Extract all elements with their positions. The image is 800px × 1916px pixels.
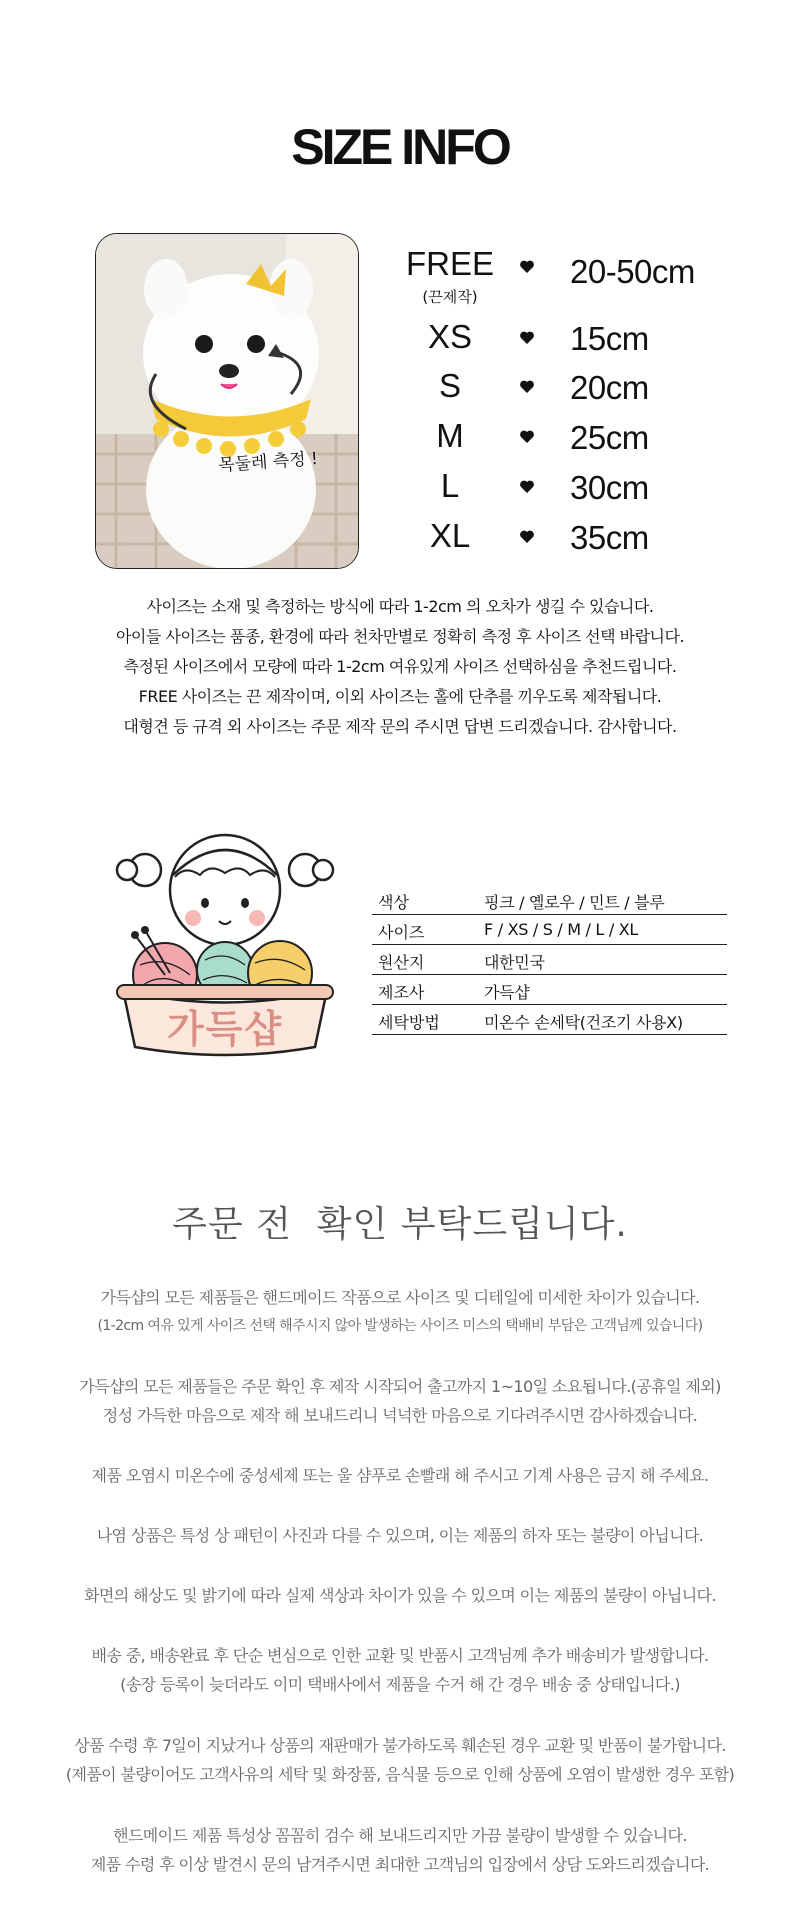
size-note: 아이들 사이즈는 품종, 환경에 따라 천차만별로 정확히 측정 후 사이즈 선택 바랍니다. — [115, 627, 685, 646]
heart-icon — [519, 330, 535, 346]
notice-line: 화면의 해상도 및 밝기에 따라 실제 색상과 차이가 있을 수 있으며 이는 제품의 불량이 아닙니다. — [84, 1586, 716, 1605]
notice-line: 가득샵의 모든 제품들은 핸드메이드 작품으로 사이즈 및 디테일에 미세한 차이가 있습니다. — [100, 1288, 700, 1307]
dog-photo — [95, 233, 359, 569]
row-value: 핑크 / 옐로우 / 민트 / 블루 — [484, 893, 665, 912]
table-row — [372, 915, 727, 945]
notice-block — [0, 1461, 800, 1490]
dog-illustration — [96, 234, 358, 568]
size-note: 대형견 등 규격 외 사이즈는 주문 제작 문의 주시면 답변 드리겠습니다. 감사합니다. — [123, 717, 677, 736]
heart-icon — [519, 259, 535, 275]
size-info-title: SIZE INFO — [291, 119, 509, 175]
notice-block — [0, 1372, 800, 1430]
photo-caption: 목둘레 측정 ! — [217, 448, 319, 476]
size-value: 20cm — [570, 369, 649, 406]
notice-line: (송장 등록이 늦더라도 이미 택배사에서 제품을 수거 해 간 경우 배송 중 상태입니다.) — [120, 1675, 680, 1694]
size-note: 사이즈는 소재 및 측정하는 방식에 따라 1-2cm 의 오차가 생길 수 있습니다. — [146, 597, 654, 616]
size-row-xs — [400, 318, 730, 368]
size-value: 20-50cm — [570, 253, 695, 290]
notice-block — [0, 1641, 800, 1699]
row-key: 제조사 — [378, 983, 425, 1002]
table-row — [372, 885, 727, 915]
row-value: 가득샵 — [484, 983, 530, 1002]
notice-line: 상품 수령 후 7일이 지났거나 상품의 재판매가 불가하도록 훼손된 경우 교환 및 반품이 불가합니다. — [74, 1736, 726, 1755]
size-row-m — [400, 417, 730, 467]
notice-block — [0, 1581, 800, 1610]
order-check-title: 주문 전 확인 부탁드립니다. — [172, 1204, 628, 1245]
table-row — [372, 1005, 727, 1035]
product-info-table — [372, 885, 727, 1035]
size-value: 35cm — [570, 519, 649, 556]
heart-icon — [519, 379, 535, 395]
row-key: 색상 — [378, 893, 409, 912]
size-value: 30cm — [570, 469, 649, 506]
size-row-s — [400, 367, 730, 417]
size-row-l — [400, 467, 730, 517]
size-row-xl — [400, 517, 730, 567]
table-row — [372, 975, 727, 1005]
notice-line: 나염 상품은 특성 상 패턴이 사진과 다를 수 있으며, 이는 제품의 하자 또는 불량이 아닙니다. — [96, 1526, 704, 1545]
size-notes — [0, 592, 800, 742]
size-label: L — [440, 467, 460, 504]
notice-line: 제품 수령 후 이상 발견시 문의 남겨주시면 최대한 고객님의 입장에서 상담 도와드리겠습니다. — [90, 1855, 710, 1874]
brand-logo — [115, 815, 335, 1060]
row-value: 대한민국 — [484, 953, 545, 972]
size-label: FREE — [405, 245, 494, 282]
heart-icon — [519, 529, 535, 545]
notice-line: 정성 가득한 마음으로 제작 해 보내드리니 넉넉한 마음으로 기다려주시면 감사하겠습니다. — [102, 1406, 698, 1425]
notice-line: 배송 중, 배송완료 후 단순 변심으로 인한 교환 및 반품시 고객님께 추가 배송비가 발생합니다. — [91, 1646, 709, 1665]
brand-name: 가득샵 — [166, 1007, 284, 1051]
size-label: XL — [429, 517, 471, 554]
row-key: 사이즈 — [378, 923, 425, 942]
free-size-note: (끈제작) — [422, 288, 478, 306]
row-value: 미온수 손세탁(건조기 사용X) — [484, 1013, 683, 1032]
notice-line: 제품 오염시 미온수에 중성세제 또는 울 샴푸로 손빨래 해 주시고 기계 사용은 금지 해 주세요. — [91, 1466, 709, 1485]
size-label: M — [436, 417, 464, 454]
size-value: 25cm — [570, 419, 649, 456]
notice-line: 가득샵의 모든 제품들은 주문 확인 후 제작 시작되어 출고까지 1~10일 소요됩니다.(공휴일 제외) — [79, 1377, 721, 1396]
notice-line: (제품이 불량이어도 고객사유의 세탁 및 화장품, 음식물 등으로 인해 상품에 오염이 발생한 경우 포함) — [65, 1765, 735, 1784]
notice-block — [0, 1821, 800, 1879]
row-key: 원산지 — [378, 953, 425, 972]
heart-icon — [519, 429, 535, 445]
size-value: 15cm — [570, 320, 649, 357]
row-value: F / XS / S / M / L / XL — [484, 920, 638, 939]
row-key: 세탁방법 — [378, 1013, 440, 1032]
notice-block — [0, 1521, 800, 1550]
notice-block — [0, 1283, 800, 1341]
notice-line: 핸드메이드 제품 특성상 꼼꼼히 검수 해 보내드리지만 가끔 불량이 발생할 수 있습니다. — [113, 1826, 687, 1845]
size-label: S — [438, 367, 461, 404]
size-note: 측정된 사이즈에서 모량에 따라 1-2cm 여유있게 사이즈 선택하심을 추천드립니다. — [123, 657, 677, 676]
size-note: FREE 사이즈는 끈 제작이며, 이외 사이즈는 홀에 단추를 끼우도록 제작됩니다. — [138, 687, 662, 706]
notice-block — [0, 1731, 800, 1789]
notice-line: (1-2cm 여유 있게 사이즈 선택 해주시지 않아 발생하는 사이즈 미스의 택배비 부담은 고객님께 있습니다) — [97, 1318, 703, 1334]
table-row — [372, 945, 727, 975]
size-label: XS — [427, 318, 473, 355]
heart-icon — [519, 479, 535, 495]
